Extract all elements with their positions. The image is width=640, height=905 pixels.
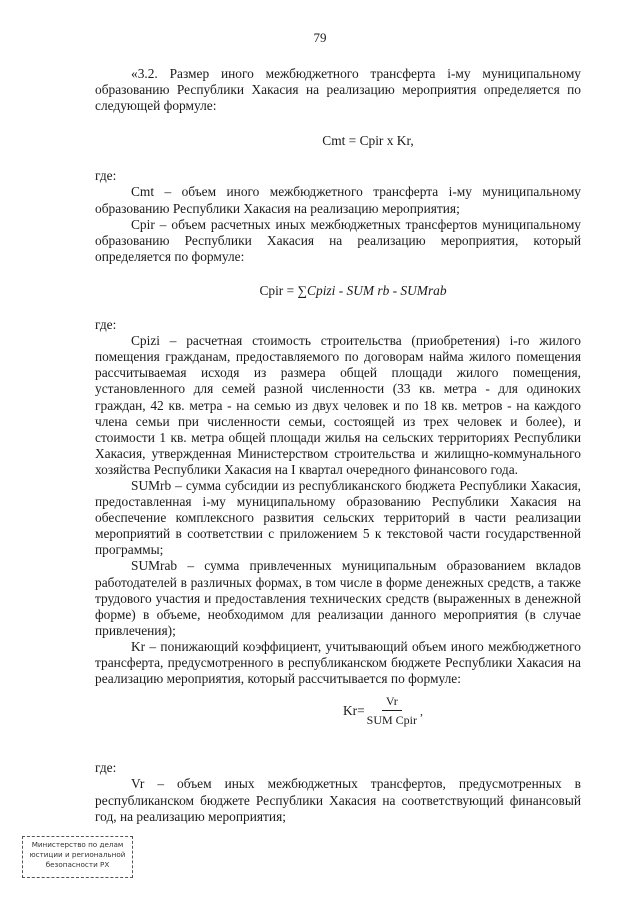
- paragraph-intro: «3.2. Размер иного межбюджетного трансферта i-му муниципальному образованию Республики Хакасия на реализацию мероприятия определяется по следующей формуле:: [95, 66, 581, 114]
- formula-cpir: [95, 283, 581, 299]
- formula-kr: [95, 693, 581, 728]
- stamp-line: Министерство по делам: [31, 840, 124, 849]
- where-label: где:: [95, 168, 117, 184]
- definition-sumrb: SUMrb – сумма субсидии из республиканского бюджета Республики Хакасия, предоставленная i-му муниципальному образованию Республики Хакасия на обеспечение комплексного развития сельских территорий в части реализации мероприятий в соответствии с приложением 5 к текстовой части государственной программы;: [95, 477, 581, 558]
- page-number: 79: [313, 30, 327, 45]
- formula-cmt: Cmt = Cpir x Kr,: [322, 133, 414, 149]
- fraction-denominator: SUM Cpir: [366, 713, 418, 728]
- definition-cpizi: Cpizi – расчетная стоимость строительства (приобретения) i-го жилого помещения гражданам, предоставляемого по договорам найма жилого помещения рассчитываемая исходя из размера общей площади жилого помещения, установленного для семей разной численности (33 кв. метра - для одиноких граждан, 42 кв. метра - на семью из двух человек и по 18 кв. метров - на каждого члена семьи при численности семьи, состоящей из трех человек и более), и стоимости 1 кв. метра общей площади жилья на сельских территориях Республики Хакасия, утвержденная Министерством строительства и жилищно-коммунального хозяйства Республики Хакасия на I квартал очередного финансового года.: [95, 333, 581, 477]
- formula-cpir-right: ∑Cpizi - SUM rb - SUMrab: [297, 282, 447, 298]
- stamp-line: безопасности РХ: [45, 860, 110, 869]
- formula-kr-fraction: [367, 693, 417, 728]
- where-label: где:: [95, 760, 117, 776]
- definition-kr: Kr – понижающий коэффициент, учитывающий объем иного межбюджетного трансферта, предусмотренного в республиканском бюджете Республики Хакасия на реализацию мероприятия, который рассчитывается по формуле:: [95, 638, 581, 687]
- stamp-line: юстиции и региональной: [29, 850, 126, 859]
- document-body: [95, 66, 581, 825]
- ministry-stamp: [22, 836, 133, 878]
- formula-kr-comma: ,: [420, 703, 424, 718]
- formula-kr-left: Kr=: [342, 702, 365, 718]
- formula-cpir-left: Cpir =: [259, 282, 298, 298]
- where-label: где:: [95, 317, 117, 333]
- definition-cpir: Cpir – объем расчетных иных межбюджетных трансфертов муниципальному образованию Республики Хакасия на реализацию мероприятия, который определяется по формуле:: [95, 216, 581, 264]
- fraction-numerator: Vr: [382, 693, 402, 711]
- definition-sumrab: SUMrab – сумма привлеченных муниципальным образованием вкладов работодателей в различных формах, в том числе в форме денежных средств, а также трудового участия и предоставления технических средств (выраженных в денежной форме) в объеме, необходимом для реализации данного мероприятия (в случае привлечения);: [95, 558, 581, 638]
- definition-vr: Vr – объем иных межбюджетных трансфертов, предусмотренных в республиканском бюджете Республики Хакасия на соответствующий финансовый год, на реализацию мероприятия;: [95, 776, 581, 824]
- definition-cmt: Cmt – объем иного межбюджетного трансферта i-му муниципальному образованию Республики Хакасия на реализацию мероприятия;: [95, 184, 581, 216]
